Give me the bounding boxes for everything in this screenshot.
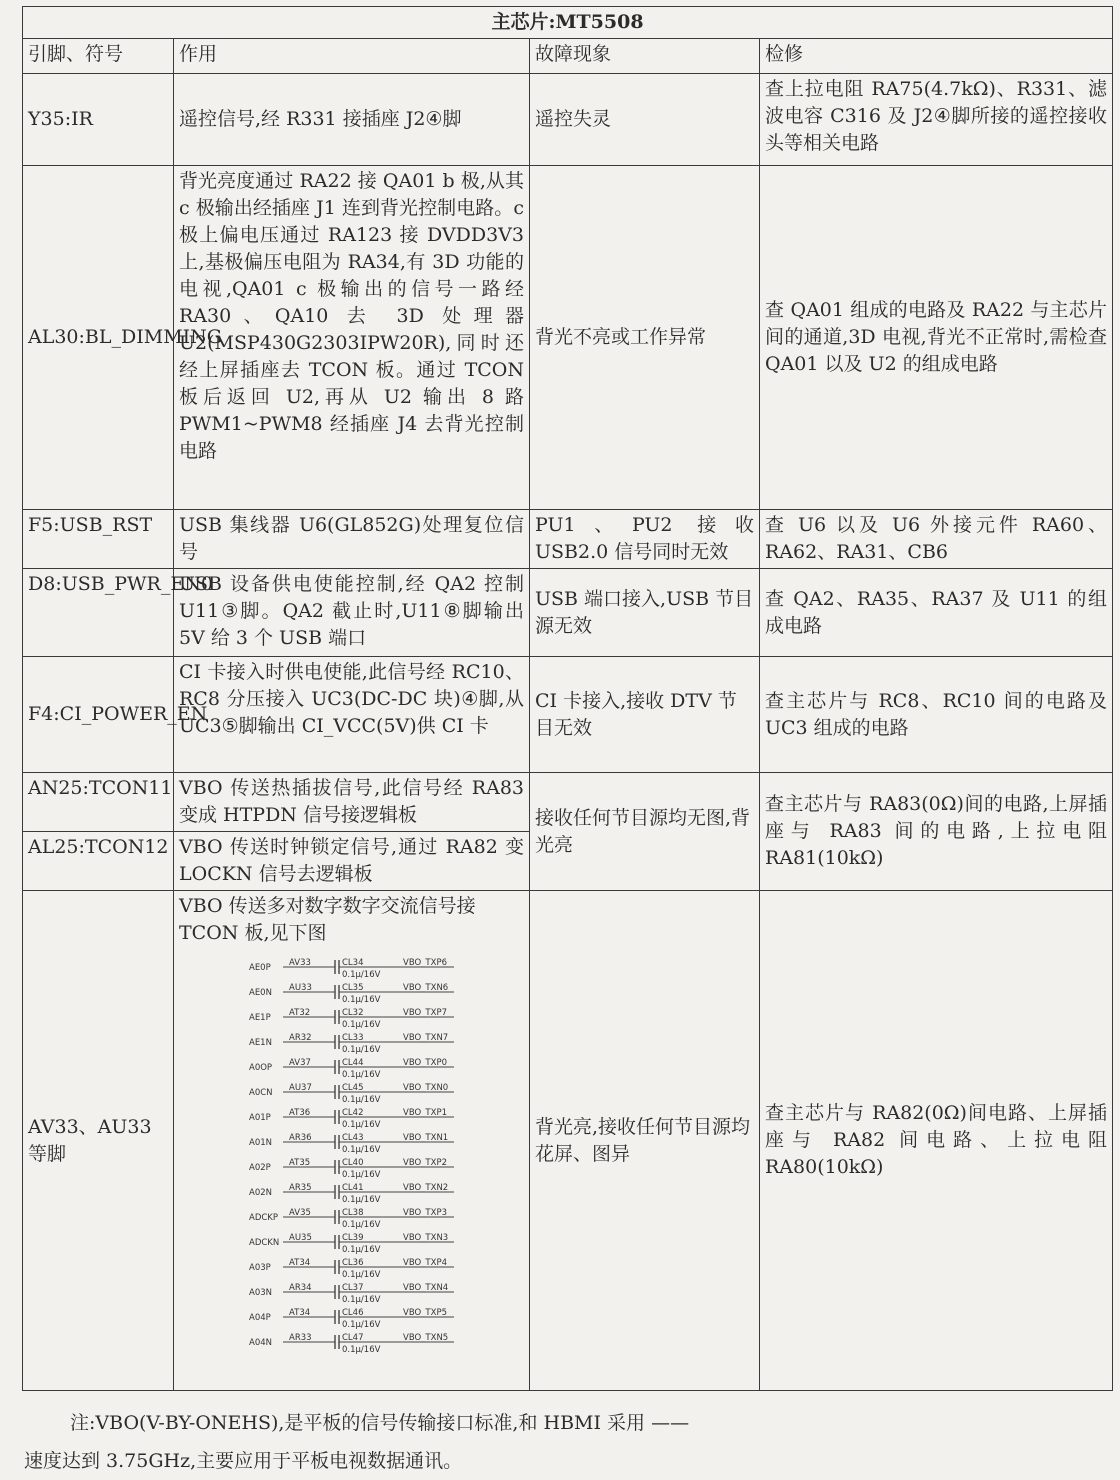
net-label: ADCKN	[249, 1238, 280, 1248]
table-row	[23, 657, 1113, 773]
capacitor-value: 0.1μ/16V	[342, 1320, 381, 1330]
table-row	[23, 166, 1113, 510]
header-function: 作用	[174, 39, 530, 74]
output-label: VBO_TXP2	[403, 1158, 447, 1168]
header-fault: 故障现象	[530, 39, 760, 74]
pin-label: AU33	[289, 983, 312, 993]
row-pin: AL30:BL_DIMMING	[23, 166, 174, 510]
row-fault: 接收任何节目源均无图,背光亮	[530, 773, 760, 891]
row-function: VBO 传送热插拔信号,此信号经 RA83 变成 HTPDN 信号接逻辑板	[174, 773, 530, 832]
output-label: VBO_TXN7	[403, 1033, 449, 1043]
net-label: ADCKP	[249, 1213, 278, 1223]
row-pin: AN25:TCON11	[23, 773, 174, 832]
capacitor-value: 0.1μ/16V	[342, 1345, 381, 1355]
capacitor-label: CL45	[342, 1083, 364, 1093]
output-label: VBO_TXN0	[403, 1083, 449, 1093]
pin-label: AU35	[289, 1233, 312, 1243]
row-repair: 查主芯片与 RA82(0Ω)间电路、上屏插座与 RA82 间电路、上拉电阻 RA80(10kΩ)	[760, 891, 1113, 1391]
pin-label: AT36	[289, 1108, 311, 1118]
net-label: A02N	[249, 1188, 272, 1198]
footnote-line-2: 速度达到 3.75GHz,主要应用于平板电视数据通讯。	[24, 1450, 463, 1472]
capacitor-label: CL36	[342, 1258, 364, 1268]
capacitor-value: 0.1μ/16V	[342, 1095, 381, 1105]
row-fault: USB 端口接入,USB 节目源无效	[530, 569, 760, 657]
row-function: VBO 传送时钟锁定信号,通过 RA82 变 LOCKN 信号去逻辑板	[174, 832, 530, 891]
output-label: VBO_TXN4	[403, 1283, 449, 1293]
net-label: A0OP	[249, 1063, 273, 1073]
capacitor-label: CL47	[342, 1333, 364, 1343]
output-label: VBO_TXP1	[403, 1108, 447, 1118]
output-label: VBO_TXN1	[403, 1133, 449, 1143]
table-row	[23, 74, 1113, 166]
row-pin: AL25:TCON12	[23, 832, 174, 891]
capacitor-label: CL39	[342, 1233, 364, 1243]
capacitor-label: CL44	[342, 1058, 364, 1068]
net-label: A02P	[249, 1163, 271, 1173]
row-repair: 查 QA2、RA35、RA37 及 U11 的组成电路	[760, 569, 1113, 657]
vbo-schematic	[249, 953, 464, 1358]
row-repair: 查主芯片与 RA83(0Ω)间的电路,上屏插座与 RA83 间的电路,上拉电阻 RA81(10kΩ)	[760, 773, 1113, 891]
row-function: 遥控信号,经 R331 接插座 J2④脚	[174, 74, 530, 166]
capacitor-value: 0.1μ/16V	[342, 1170, 381, 1180]
header-row	[23, 39, 1113, 74]
pin-label: AV37	[289, 1058, 311, 1068]
pin-label: AR32	[289, 1033, 312, 1043]
pin-label: AT35	[289, 1158, 311, 1168]
pin-function-table	[22, 6, 1113, 1391]
capacitor-value: 0.1μ/16V	[342, 995, 381, 1005]
row-repair: 查上拉电阻 RA75(4.7kΩ)、R331、滤波电容 C316 及 J2④脚所接的遥控接收头等相关电路	[760, 74, 1113, 166]
output-label: VBO_TXP3	[403, 1208, 447, 1218]
row-repair: 查主芯片与 RC8、RC10 间的电路及 UC3 组成的电路	[760, 657, 1113, 773]
table-row	[23, 891, 1113, 1391]
output-label: VBO_TXN2	[403, 1183, 449, 1193]
header-repair: 检修	[760, 39, 1113, 74]
row-repair: 查 QA01 组成的电路及 RA22 与主芯片间的通道,3D 电视,背光不正常时,需检查 QA01 以及 U2 的组成电路	[760, 166, 1113, 510]
row-pin: F4:CI_POWER_EN	[23, 657, 174, 773]
pin-label: AR33	[289, 1333, 312, 1343]
capacitor-label: CL42	[342, 1108, 364, 1118]
net-label: A04N	[249, 1338, 272, 1348]
row-fault: 遥控失灵	[530, 74, 760, 166]
net-label: A01N	[249, 1138, 272, 1148]
pin-label: AR34	[289, 1283, 312, 1293]
table-row	[23, 510, 1113, 569]
net-label: A03N	[249, 1288, 272, 1298]
output-label: VBO_TXN6	[403, 983, 449, 993]
pin-label: AU37	[289, 1083, 312, 1093]
table-title: 主芯片:MT5508	[23, 7, 1113, 39]
row-function: USB 集线器 U6(GL852G)处理复位信号	[174, 510, 530, 569]
row-fault: CI 卡接入,接收 DTV 节目无效	[530, 657, 760, 773]
row-pin: F5:USB_RST	[23, 510, 174, 569]
row-function: VBO 传送多对数字数字交流信号接 TCON 板,见下图	[179, 895, 476, 944]
net-label: AE0P	[249, 963, 271, 973]
capacitor-value: 0.1μ/16V	[342, 970, 381, 980]
header-pin: 引脚、符号	[23, 39, 174, 74]
row-function: CI 卡接入时供电使能,此信号经 RC10、RC8 分压接入 UC3(DC-DC 块)④脚,从 UC3⑤脚输出 CI_VCC(5V)供 CI 卡	[174, 657, 530, 773]
row-fault: 背光亮,接收任何节目源均花屏、图异	[530, 891, 760, 1391]
capacitor-value: 0.1μ/16V	[342, 1070, 381, 1080]
pin-label: AT32	[289, 1008, 311, 1018]
pin-label: AR35	[289, 1183, 312, 1193]
capacitor-value: 0.1μ/16V	[342, 1120, 381, 1130]
vbo-circuit-diagram	[249, 953, 524, 1358]
capacitor-label: CL37	[342, 1283, 364, 1293]
capacitor-value: 0.1μ/16V	[342, 1195, 381, 1205]
pin-label: AT34	[289, 1308, 311, 1318]
capacitor-label: CL33	[342, 1033, 364, 1043]
output-label: VBO_TXN3	[403, 1233, 449, 1243]
output-label: VBO_TXP5	[403, 1308, 447, 1318]
net-label: A04P	[249, 1313, 271, 1323]
capacitor-value: 0.1μ/16V	[342, 1245, 381, 1255]
table-row	[23, 569, 1113, 657]
net-label: A03P	[249, 1263, 271, 1273]
row-pin: D8:USB_PWR_EN0	[23, 569, 174, 657]
output-label: VBO_TXP0	[403, 1058, 447, 1068]
pin-label: AV33	[289, 958, 311, 968]
capacitor-label: CL41	[342, 1183, 364, 1193]
pin-label: AR36	[289, 1133, 312, 1143]
net-label: A0CN	[249, 1088, 273, 1098]
net-label: A01P	[249, 1113, 271, 1123]
capacitor-value: 0.1μ/16V	[342, 1045, 381, 1055]
row-function: 背光亮度通过 RA22 接 QA01 b 极,从其 c 极输出经插座 J1 连到背光控制电路。c 极上偏电压通过 RA123 接 DVDD3V3 上,基极偏压电阻为 RA34,有 3D 功能的电视,QA01 c 极输出的信号一路经 RA30、QA10 去 3D 处理器 U2(MSP430G2303IPW20R),同时还经上屏插座去 TCON 板。通过 TCON 板后返回 U2,再从 U2 输出 8 路 PWM1~PWM8 经插座 J4 去背光控制电路	[174, 166, 530, 510]
capacitor-label: CL40	[342, 1158, 364, 1168]
net-label: AE0N	[249, 988, 272, 998]
capacitor-value: 0.1μ/16V	[342, 1295, 381, 1305]
pin-label: AV35	[289, 1208, 311, 1218]
row-fault: 背光不亮或工作异常	[530, 166, 760, 510]
output-label: VBO_TXP4	[403, 1258, 447, 1268]
capacitor-value: 0.1μ/16V	[342, 1270, 381, 1280]
capacitor-label: CL43	[342, 1133, 364, 1143]
footnote-line-1: 注:VBO(V-BY-ONEHS),是平板的信号传输接口标准,和 HBMI 采用 ——	[70, 1412, 690, 1434]
row-pin: AV33、AU33 等脚	[23, 891, 174, 1391]
pin-label: AT34	[289, 1258, 311, 1268]
net-label: AE1P	[249, 1013, 271, 1023]
output-label: VBO_TXP6	[403, 958, 447, 968]
output-label: VBO_TXN5	[403, 1333, 449, 1343]
capacitor-label: CL34	[342, 958, 364, 968]
row-function: USB 设备供电使能控制,经 QA2 控制 U11③脚。QA2 截止时,U11⑧脚输出 5V 给 3 个 USB 端口	[174, 569, 530, 657]
capacitor-label: CL38	[342, 1208, 364, 1218]
row-function-cell	[174, 891, 530, 1391]
output-label: VBO_TXP7	[403, 1008, 447, 1018]
row-fault: PU1、PU2 接收 USB2.0 信号同时无效	[530, 510, 760, 569]
capacitor-value: 0.1μ/16V	[342, 1020, 381, 1030]
row-repair: 查 U6 以及 U6 外接元件 RA60、RA62、RA31、CB6	[760, 510, 1113, 569]
capacitor-value: 0.1μ/16V	[342, 1145, 381, 1155]
net-label: AE1N	[249, 1038, 272, 1048]
capacitor-value: 0.1μ/16V	[342, 1220, 381, 1230]
capacitor-label: CL32	[342, 1008, 364, 1018]
row-pin: Y35:IR	[23, 74, 174, 166]
table-row	[23, 773, 1113, 832]
capacitor-label: CL35	[342, 983, 364, 993]
capacitor-label: CL46	[342, 1308, 364, 1318]
